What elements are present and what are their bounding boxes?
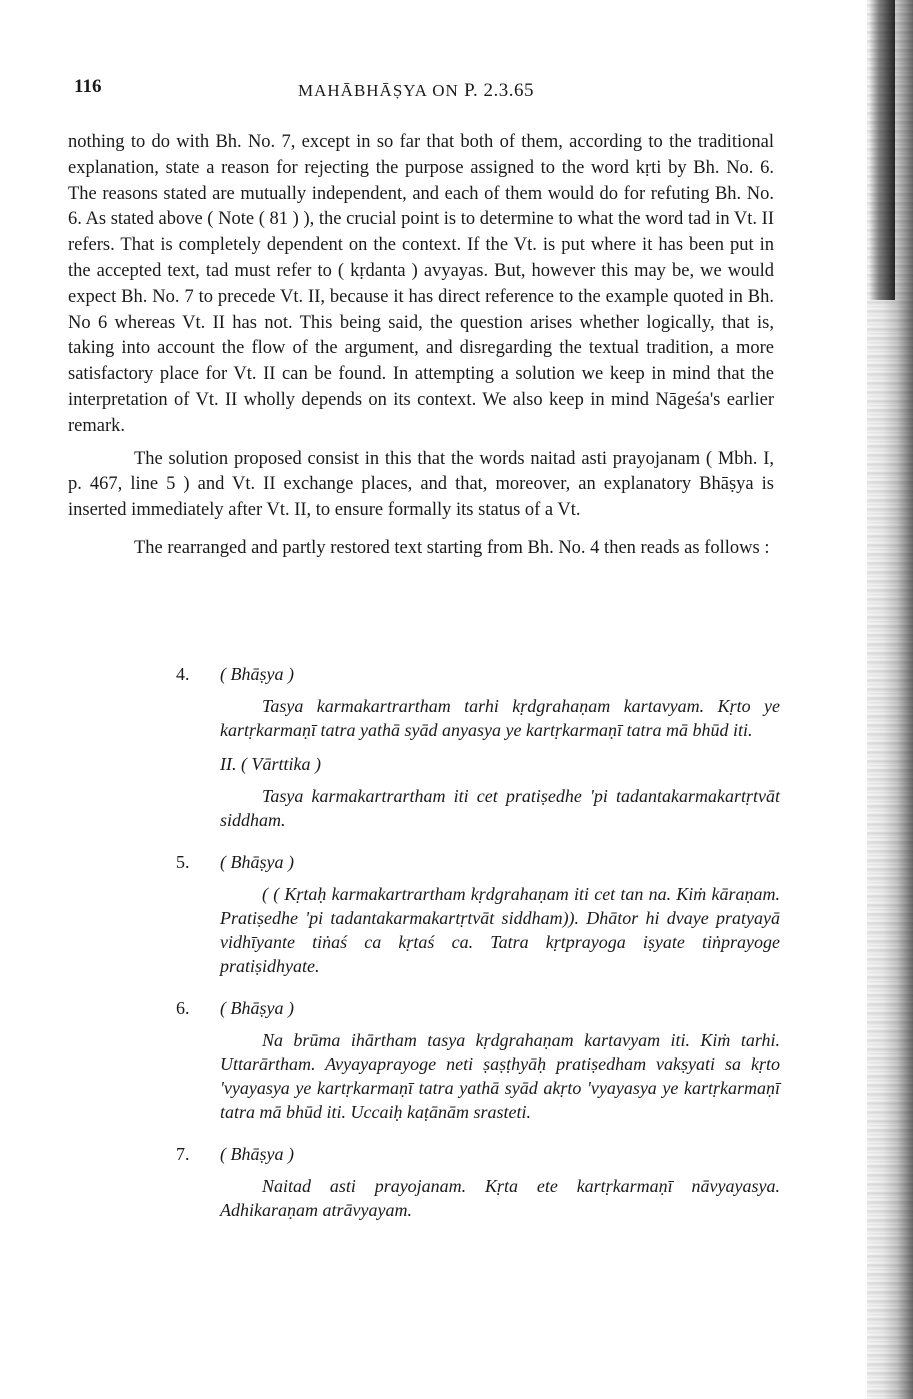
entry-text: Naitad asti prayojanam. Kṛta ete kartṛkarmaṇī nāvyayasya. Adhikaraṇam atrāvyayam. — [220, 1176, 780, 1220]
entry-label: ( Bhāṣya ) — [220, 664, 294, 684]
entry-sub-text: Tasya karmakartrartham iti cet pratiṣedhe 'pi tadantakarmakartṛtvāt siddham. — [220, 786, 780, 830]
paragraph-3: The rearranged and partly restored text starting from Bh. No. 4 then reads as follows : — [134, 537, 770, 558]
paragraph-2: The solution proposed consist in this that the words naitad asti prayojanam ( Mbh. I, p. 467, line 5 ) and Vt. II exchange places, and that, moreover, an explanatory Bhāṣya is inserted immediately after Vt. II, to ensure formally its status of a Vt. — [68, 448, 774, 521]
restored-text-list — [176, 662, 780, 1240]
entry-7 — [176, 1142, 780, 1222]
entry-label: ( Bhāṣya ) — [220, 998, 294, 1018]
paragraph-1: nothing to do with Bh. No. 7, except in so far that both of them, according to the traditional explanation, state a reason for rejecting the purpose assigned to the word kṛti by Bh. No. 6. The reasons stated are mutually independent, and each of them would do for refuting Bh. No. 6. As stated above ( Note ( 81 ) ), the crucial point is to determine to what the word tad in Vt. II refers. That is completely dependent on the context. If the Vt. is put where it has been put in the accepted text, tad must refer to ( kṛdanta ) avyayas. But, however this may be, we would expect Bh. No. 7 to precede Vt. II, because it has direct reference to the example quoted in Bh. No 6 whereas Vt. II has not. This being said, the question arises whether logically, that is, taking into account the flow of the argument, and disregarding the textual tradition, a more satisfactory place for Vt. II can be found. In attempting a solution we keep in mind that the interpretation of Vt. II wholly depends on its context. We also keep in mind Nāgeśa's earlier remark. — [68, 132, 774, 436]
entry-number: 4. — [176, 664, 190, 684]
running-head-ref: P. 2.3.65 — [464, 80, 535, 101]
running-head — [298, 80, 534, 102]
page-header — [74, 76, 774, 106]
page-binding-shadow — [869, 0, 895, 300]
entry-number: 5. — [176, 852, 190, 872]
entry-text: Tasya karmakartrartham tarhi kṛdgrahaṇam kartavyam. Kṛto ye kartṛkarmaṇī tatra yathā syād anyasya ye kartṛkarmaṇī tatra mā bhūd iti. — [220, 696, 780, 740]
entry-text: Na brūma ihārtham tasya kṛdgrahaṇam kartavyam iti. Kiṁ tarhi. Uttarārtham. Avyayaprayoge neti ṣaṣṭhyāḥ pratiṣedham vakṣyati sa kṛto 'vyayasya ye kartṛkarmaṇī tatra yathā syād akṛto 'vyayasya ye kartṛkarmaṇī tatra mā bhūd iti. Uccaiḥ kaṭānām srasteti. — [220, 1030, 780, 1122]
entry-number: 6. — [176, 998, 190, 1018]
entry-sub-label: II. ( Vārttika ) — [220, 754, 321, 774]
body-text — [68, 130, 774, 562]
entry-label: ( Bhāṣya ) — [220, 1144, 294, 1164]
running-head-title: MAHĀBHĀṢYA ON — [298, 81, 459, 100]
entry-6 — [176, 996, 780, 1124]
entry-label: ( Bhāṣya ) — [220, 852, 294, 872]
entry-5 — [176, 850, 780, 978]
page-number: 116 — [74, 76, 102, 97]
entry-number: 7. — [176, 1144, 190, 1164]
entry-4 — [176, 662, 780, 832]
entry-text: ( ( Kṛtaḥ karmakartrartham kṛdgrahaṇam iti cet tan na. Kiṁ kāraṇam. Pratiṣedhe 'pi tadantakarmakartṛtvāt siddham)). Dhātor hi dvaye pratyayā vidhīyante tiṅaś ca kṛtaś ca. Tatra kṛtprayoga iṣyate tiṅprayoge pratiṣidhyate. — [220, 884, 780, 976]
